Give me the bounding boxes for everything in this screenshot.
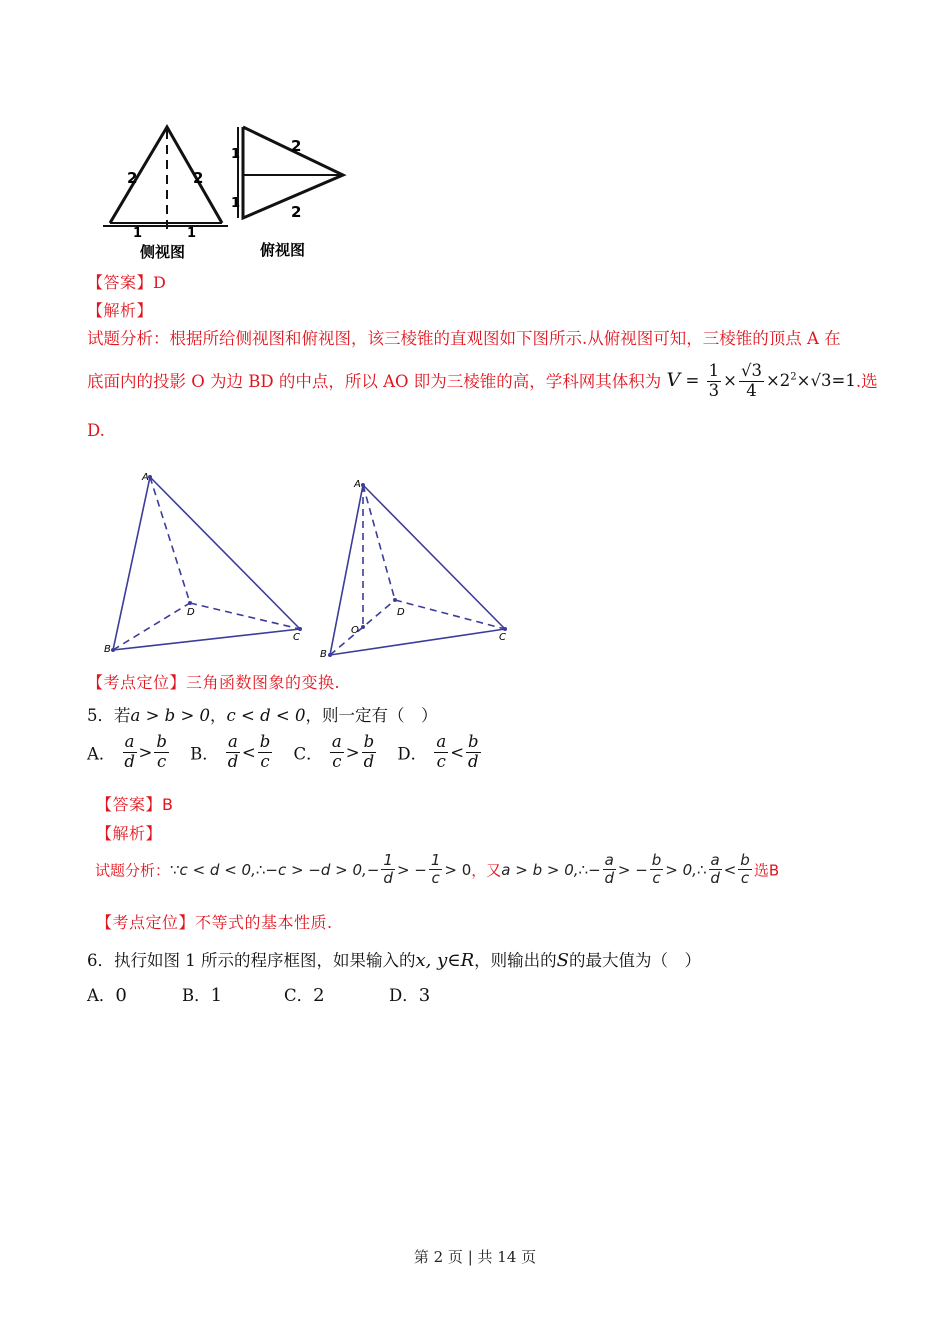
- analysis-line1-q4: 试题分析：根据所给侧视图和俯视图，该三棱锥的直观图如下图所示.从俯视图可知，三棱锥的顶点 A 在: [87, 329, 841, 348]
- equals-one: =1: [831, 370, 856, 390]
- keypoint-tag-q5: 【考点定位】: [96, 913, 196, 932]
- analysis-line-q5: 试题分析：∵c < d < 0,∴−c > −d > 0,− $\frac{1}{d}$ > − $\frac{1}{c}$ > 0，又a > b > 0,∴− $\frac{a}{d}$ > − $\frac{b}{c}$ > 0,∴ $\frac{a}{d}$ < $\frac{b}{c}$ 选B: [95, 851, 780, 888]
- question-6-options: [87, 982, 469, 1006]
- times-sqrt3: ×√3: [796, 370, 832, 390]
- answer-line-q4: [87, 270, 166, 293]
- q5-condition-2: c < d < 0: [226, 706, 306, 725]
- q5-stem-post: ，则一定有（ ）: [305, 706, 438, 725]
- keypoint-line-q5: [96, 910, 333, 933]
- times-sign: ×: [723, 370, 737, 390]
- fraction-1-3: $\frac{1}{3}$: [708, 361, 720, 400]
- question-5-stem: [87, 702, 437, 726]
- volume-formula: [666, 361, 856, 400]
- keypoint-line-q4: [87, 670, 340, 693]
- question-6-stem: [87, 947, 701, 971]
- pyramid-left: [113, 477, 300, 650]
- q6-option-A[interactable]: A．0: [87, 985, 127, 1006]
- right-vertex-D: D: [397, 607, 405, 618]
- option-D[interactable]: D． $\frac{a}{c}$ < $\frac{b}{d}$: [397, 732, 479, 771]
- q5-stem-pre: 5．若: [87, 706, 131, 725]
- top-edge-lower: 2: [291, 203, 302, 221]
- q5-comma: ，: [210, 706, 227, 725]
- side-edge-left: 2: [127, 169, 138, 187]
- fraction-sqrt3-4: $\frac{√3}{4}$: [740, 361, 762, 400]
- analysis-line2-q4: [87, 362, 887, 401]
- q6-stem-pre: 6．执行如图 1 所示的程序框图，如果输入的: [87, 951, 416, 970]
- analysis-tail: .选: [855, 371, 878, 391]
- right-vertex-A: A: [354, 479, 361, 490]
- left-vertex-C: C: [293, 632, 300, 643]
- q6-vars: x, y∈R: [415, 950, 475, 971]
- volume-var: V: [666, 368, 681, 391]
- analysis-line3-q4: D.: [87, 421, 105, 440]
- top-view-caption: 俯视图: [260, 241, 306, 259]
- analysis-line2-text: 底面内的投影 O 为边 BD 的中点，所以 AO 即为三棱锥的高，学科网其体积为: [87, 371, 662, 391]
- three-view-figure: [95, 115, 365, 265]
- q6-option-B[interactable]: B．1: [182, 985, 223, 1006]
- top-edge-left-lower: 1: [231, 196, 241, 211]
- option-A[interactable]: A． $\frac{a}{d}$ > $\frac{b}{c}$: [87, 732, 167, 771]
- right-vertex-C: C: [499, 632, 506, 643]
- top-edge-upper: 2: [291, 137, 302, 155]
- keypoint-text-q5: 不等式的基本性质.: [195, 913, 333, 932]
- side-edge-right: 2: [193, 169, 204, 187]
- analysis-tag-q5: 【解析】: [96, 824, 163, 843]
- option-B[interactable]: B． $\frac{a}{d}$ < $\frac{b}{c}$: [190, 732, 271, 771]
- option-C[interactable]: C． $\frac{a}{c}$ > $\frac{b}{d}$: [293, 732, 375, 771]
- question-5-options: [87, 733, 483, 772]
- q6-stem-post: 的最大值为（ ）: [568, 951, 701, 970]
- q6-option-D[interactable]: D．3: [389, 985, 431, 1006]
- side-edge-bottom-left: 1: [133, 226, 143, 241]
- analysis-tag-q4: 【解析】: [87, 301, 154, 320]
- side-edge-bottom-right: 1: [187, 226, 197, 241]
- side-view: [103, 127, 228, 230]
- side-view-caption: 侧视图: [140, 243, 186, 261]
- pyramid-figures: [95, 465, 635, 665]
- times-two: ×2: [765, 370, 791, 390]
- top-edge-left-upper: 1: [231, 147, 241, 162]
- q6-option-C[interactable]: C．2: [284, 985, 325, 1006]
- left-vertex-B: B: [104, 644, 111, 655]
- left-vertex-A: A: [142, 472, 149, 483]
- answer-value-q5: B: [162, 795, 174, 814]
- answer-value: D: [153, 273, 167, 292]
- q5-condition-1: a > b > 0: [130, 706, 211, 725]
- page-footer: 第 2 页 | 共 14 页: [413, 1248, 537, 1266]
- q6-stem-mid: ，则输出的: [474, 951, 557, 970]
- answer-tag-q5: 【答案】: [96, 795, 163, 814]
- keypoint-tag: 【考点定位】: [87, 673, 187, 692]
- left-vertex-D: D: [187, 607, 195, 618]
- right-vertex-O: O: [351, 625, 359, 636]
- keypoint-text: 三角函数图象的变换.: [186, 673, 341, 692]
- right-vertex-B: B: [320, 649, 327, 660]
- square-exponent: 2: [790, 371, 797, 383]
- q6-S: S: [556, 950, 569, 971]
- answer-tag: 【答案】: [87, 273, 154, 292]
- volume-eq: =: [685, 370, 700, 390]
- answer-line-q5: [96, 792, 174, 815]
